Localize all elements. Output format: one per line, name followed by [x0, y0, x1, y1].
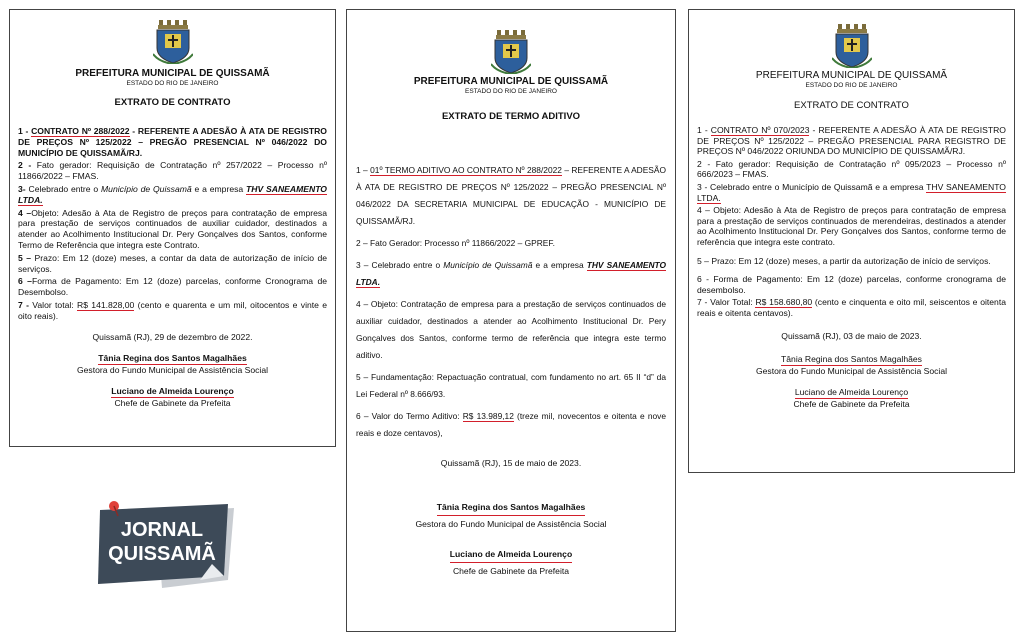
coat-of-arms-icon [832, 24, 872, 68]
signer-name: Luciano de Almeida Lourenço [111, 385, 234, 396]
logo-line-2: QUISSAMÃ [108, 543, 216, 565]
signer-role: Gestora do Fundo Municipal de Assistência Social [415, 519, 607, 529]
clause-6: 6 - Forma de Pagamento: Em 12 (doze) parcelas, conforme cronograma de desembolso. [697, 274, 1006, 295]
clause-4: 4 – Objeto: Adesão à Ata de Registro de preços para contratação de empresa para a prestação de serviços continuados de merendeiras, destinados a atender ao Acolhimento Institucional Dr. Pery Gonçalves dos Santos, conforme termo de referência que integra este contrato. [697, 205, 1006, 247]
signature-block-1 [697, 354, 1006, 377]
signature-block-1 [356, 499, 666, 532]
signer-name: Tânia Regina dos Santos Magalhães [781, 353, 922, 364]
prefeitura-title: PREFEITURA MUNICIPAL DE QUISSAMÃ [413, 76, 609, 87]
clause-6: 6 – Valor do Termo Aditivo: R$ 13.989,12 (treze mil, novecentos e oitenta e nove reais e doze centavos), [356, 411, 666, 438]
clause-1: 1 – 01º TERMO ADITIVO AO CONTRATO Nº 288/2022 – REFERENTE A ADESÃO À ATA DE REGISTRO DE PREÇOS Nº 125/2022 – PREGÃO PRESENCIAL Nº 046/2022 DA SECRETARIA MUNICIPAL DE EDUCAÇÃO - MUNICÍPIO DE QUISSAMÃ/RJ. [356, 165, 666, 226]
clause-4: 4 – Objeto: Contratação de empresa para a prestação de serviços continuados de auxiliar cuidador, destinados a atender ao Acolhimento Institucional Dr. Pery Gonçalves dos Santos, conforme termo de referência que integra este termo aditivo. [356, 299, 666, 360]
extrato-termo-aditivo [346, 9, 676, 632]
clause-2: 2 - Fato gerador: Requisição de Contratação nº 257/2022 – Processo nº 11866/2022 – FMAS. [18, 160, 327, 182]
extrato-contrato-288-2022 [9, 9, 336, 447]
clause-5: 5 – Prazo: Em 12 (doze) meses, a contar da data de autorização de início de serviços. [18, 252, 327, 274]
clause-6: 6 –Forma de Pagamento: Em 12 (doze) parcelas, conforme Cronograma de Desembolso. [18, 276, 327, 298]
signer-role: Gestora do Fundo Municipal de Assistência Social [76, 364, 269, 375]
document-body [18, 126, 327, 409]
document-heading: EXTRATO DE CONTRATO [114, 97, 231, 108]
signature-block-2 [356, 546, 666, 579]
coat-of-arms-icon [491, 30, 531, 74]
document-body [697, 125, 1006, 410]
clause-1: 1 - CONTRATO Nº 070/2023 - REFERENTE A ADESÃO À ATA DE REGISTRO DE PREÇOS Nº 125/2022 – PREGÃO PRESENCIAL PARA REGISTRO DE PREÇOS Nº 046/2022 ORIUNDA DO MUNICÍPIO DE QUISSAMÃ/RJ. [697, 125, 1006, 157]
signer-name: Luciano de Almeida Lourenço [794, 386, 909, 397]
clause-7: 7 - Valor Total: R$ 158.680,80 (cento e cinquenta e oito mil, seiscentos e oitenta reais e oitenta centavos). [697, 297, 1007, 318]
signer-role: Gestora do Fundo Municipal de Assistência Social [755, 365, 948, 376]
signature-block-1 [18, 353, 327, 376]
signer-name: Tânia Regina dos Santos Magalhães [437, 499, 586, 516]
signer-name: Tânia Regina dos Santos Magalhães [98, 352, 247, 363]
clause-5: 5 – Prazo: Em 12 (doze) meses, a partir da autorização de início de serviços. [697, 255, 991, 266]
clause-2: 2 - Fato gerador: Requisição de Contratação nº 095/2023 – Processo nº 666/2023 – FMAS. [697, 158, 1006, 180]
clause-3: 3 – Celebrado entre o Município de Quissamã e a empresa THV SANEAMENTO LTDA. [356, 260, 667, 287]
document-heading: EXTRATO DE CONTRATO [794, 100, 909, 111]
document-heading: EXTRATO DE TERMO ADITIVO [441, 111, 581, 122]
clause-2: 2 – Fato Gerador: Processo nº 11866/2022 – GPREF. [356, 238, 555, 248]
clause-3: 3- Celebrado entre o Município de Quissamã e a empresa THV SANEAMENTO LTDA. [18, 183, 327, 205]
document-date: Quissamã (RJ), 03 de maio de 2023. [781, 330, 922, 341]
estado-subtitle: ESTADO DO RIO DE JANEIRO [126, 80, 219, 87]
signer-role: Chefe de Gabinete da Prefeita [452, 566, 570, 576]
logo-line-1: JORNAL [120, 519, 204, 541]
clause-5: 5 – Fundamentação: Repactuação contratual, com fundamento no art. 65 II “d” da Lei Federal nº 8.666/93. [356, 372, 666, 399]
clause-1: 1 - CONTRATO Nº 288/2022 - REFERENTE A ADESÃO À ATA DE REGISTRO DE PREÇOS Nº 125/2022 – PREGÃO PRESENCIAL Nº 046/2022 DO MUNICÍPIO DE QUISSAMÃ/RJ. [18, 126, 327, 158]
document-date: Quissamã (RJ), 15 de maio de 2023. [440, 458, 582, 468]
clause-3: 3 - Celebrado entre o Município de Quissamã e a empresa THV SANEAMENTO LTDA. [697, 181, 1006, 203]
clause-7: 7 - Valor total: R$ 141.828,00 (cento e quarenta e um mil, oitocentos e vinte e oito reais). [18, 299, 328, 321]
document-date: Quissamã (RJ), 29 de dezembro de 2022. [92, 331, 253, 342]
signer-role: Chefe de Gabinete da Prefeita [114, 397, 231, 408]
document-body [356, 162, 666, 579]
signer-role: Chefe de Gabinete da Prefeita [793, 398, 910, 409]
estado-subtitle: ESTADO DO RIO DE JANEIRO [465, 88, 557, 95]
jornal-quissama-logo [96, 500, 236, 590]
signer-name: Luciano de Almeida Lourenço [450, 546, 572, 563]
estado-subtitle: ESTADO DO RIO DE JANEIRO [805, 82, 898, 89]
clause-4: 4 –Objeto: Adesão à Ata de Registro de preços para contratação de empresa para prestação de serviços continuados de auxiliar cuidador, destinados a atender ao Acolhimento Institucional Dr. Pery Gonçalves dos Santos, conforme Termo de Referência que integra este Contrato. [18, 207, 327, 250]
prefeitura-title: PREFEITURA MUNICIPAL DE QUISSAMÃ [755, 70, 948, 81]
coat-of-arms-icon [153, 20, 193, 64]
extrato-contrato-070-2023 [688, 9, 1015, 473]
signature-block-2 [18, 386, 327, 409]
prefeitura-title: PREFEITURA MUNICIPAL DE QUISSAMÃ [75, 68, 270, 79]
signature-block-2 [697, 387, 1006, 410]
